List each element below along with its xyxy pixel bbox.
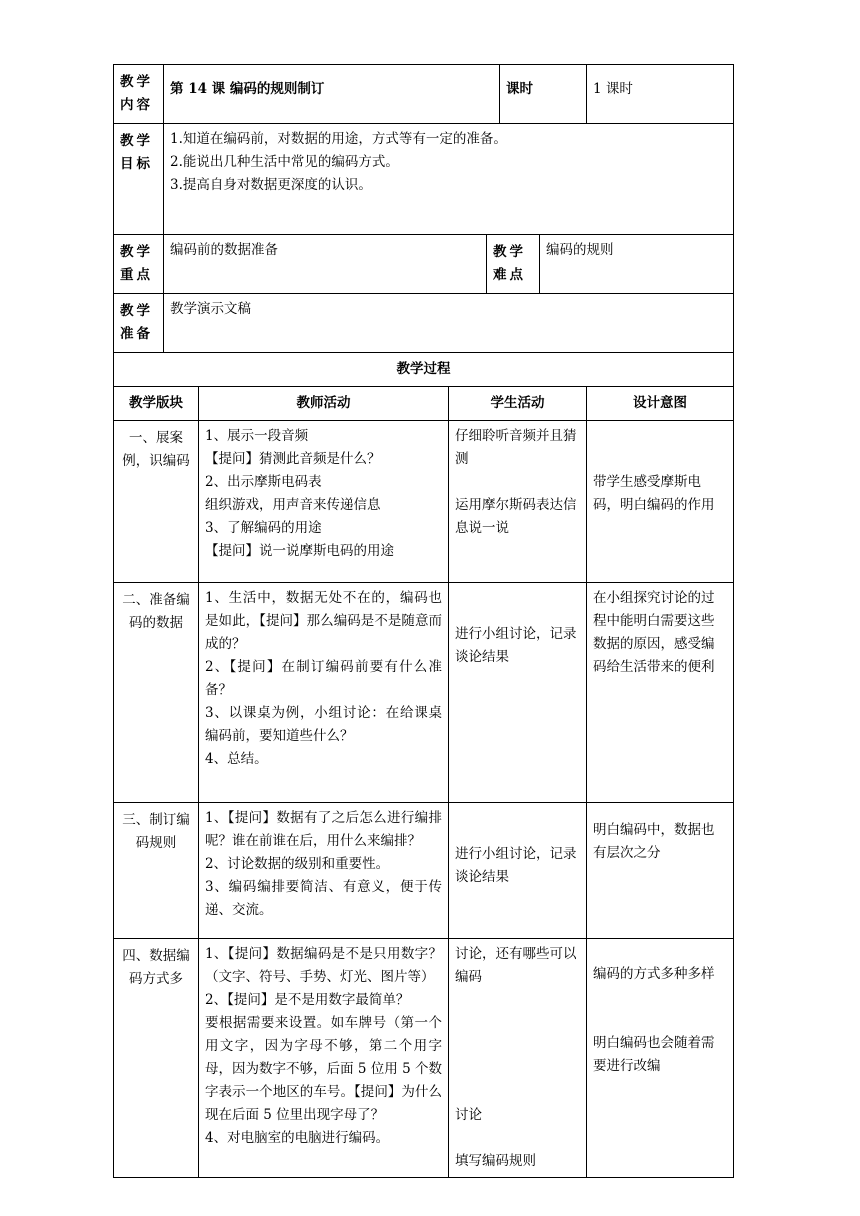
section-row — [114, 421, 734, 583]
teacher-line: 1、【提问】数据编码是不是只用数字？（文字、符号、手势、灯光、图片等） — [205, 946, 442, 985]
col-header-teacher: 教师活动 — [199, 387, 449, 421]
lesson-title: 第 14 课 编码的规则制订 — [164, 65, 500, 124]
process-title-row — [114, 353, 734, 387]
col-header-section: 教学版块 — [114, 387, 199, 421]
teacher-line: 3、编码编排要简洁、有意义，便于传递、交流。 — [205, 879, 442, 918]
section-name: 四、数据编码方式多 — [114, 939, 199, 1178]
design-intent: 在小组探究讨论的过程中能明白需要这些数据的原因，感受编码给生活带来的便利 — [587, 583, 734, 803]
process-header-row — [114, 387, 734, 421]
content-row — [114, 65, 734, 124]
col-header-intent: 设计意图 — [587, 387, 734, 421]
student-line: 进行小组讨论，记录谈论结果 — [455, 626, 577, 665]
period-label: 课时 — [500, 65, 587, 124]
teacher-line: 2、讨论数据的级别和重要性。 — [205, 856, 390, 872]
teacher-line: 4、总结。 — [205, 751, 268, 767]
goals-label: 教学目标 — [114, 124, 164, 235]
goal-item: 2.能说出几种生活中常见的编码方式。 — [170, 154, 399, 170]
teacher-activity — [199, 583, 449, 803]
intent-line: 编码的方式多种多样 — [593, 966, 715, 982]
prep-label: 教学准备 — [114, 294, 164, 353]
col-header-student: 学生活动 — [449, 387, 587, 421]
student-activity — [449, 583, 587, 803]
section-name: 三、制订编码规则 — [114, 803, 199, 939]
student-line: 讨论 — [455, 1107, 482, 1123]
teacher-activity — [199, 939, 449, 1178]
goal-item: 3.提高自身对数据更深度的认识。 — [170, 177, 372, 193]
teacher-line: 1、展示一段音频 — [205, 428, 309, 444]
teacher-line: 3、以课桌为例，小组讨论：在给课桌编码前，要知道些什么？ — [205, 705, 442, 744]
section-row — [114, 939, 734, 1178]
key-label: 教学重点 — [114, 235, 164, 294]
goals-row — [114, 124, 734, 235]
teacher-line: 组织游戏，用声音来传递信息 — [205, 497, 381, 513]
goals-list — [164, 124, 734, 235]
design-intent — [587, 939, 734, 1178]
lesson-plan-table — [113, 64, 734, 1178]
student-line: 进行小组讨论，记录谈论结果 — [455, 846, 577, 885]
teacher-line: 2、【提问】在制订编码前要有什么准备？ — [205, 659, 442, 698]
teacher-line: 2、【提问】是不是用数字最简单？ — [205, 992, 410, 1008]
section-name: 二、准备编码的数据 — [114, 583, 199, 803]
student-activity — [449, 421, 587, 583]
key-row — [114, 235, 734, 294]
process-title: 教学过程 — [114, 353, 734, 387]
design-intent: 明白编码中，数据也有层次之分 — [587, 803, 734, 939]
teacher-line: 1、【提问】数据有了之后怎么进行编排呢？谁在前谁在后，用什么来编排？ — [205, 810, 442, 849]
content-label: 教学内容 — [114, 65, 164, 124]
key-value: 编码前的数据准备 — [164, 235, 487, 294]
teacher-line: 1、生活中，数据无处不在的，编码也是如此，【提问】那么编码是不是随意而成的？ — [205, 590, 442, 652]
intent-line: 明白编码也会随着需要进行改编 — [593, 1035, 715, 1074]
student-activity — [449, 939, 587, 1178]
teacher-line: 4、对电脑室的电脑进行编码。 — [205, 1130, 390, 1146]
goal-item: 1.知道在编码前，对数据的用途，方式等有一定的准备。 — [170, 131, 507, 147]
prep-row — [114, 294, 734, 353]
teacher-line: 【提问】猜测此音频是什么？ — [205, 451, 381, 467]
period-value: 1 课时 — [587, 65, 734, 124]
prep-value: 教学演示文稿 — [164, 294, 734, 353]
student-line: 仔细聆听音频并且猜测 — [455, 428, 577, 467]
difficult-label: 教学难点 — [487, 235, 540, 294]
student-line: 讨论，还有哪些可以编码 — [455, 946, 577, 985]
design-intent: 带学生感受摩斯电码，明白编码的作用 — [587, 421, 734, 583]
difficult-value: 编码的规则 — [540, 235, 734, 294]
section-row — [114, 803, 734, 939]
teacher-line: 【提问】说一说摩斯电码的用途 — [205, 543, 394, 559]
student-activity — [449, 803, 587, 939]
lesson-plan-sheet — [113, 64, 733, 1178]
teacher-activity — [199, 421, 449, 583]
teacher-line: 2、出示摩斯电码表 — [205, 474, 322, 490]
section-name: 一、展案例，识编码 — [114, 421, 199, 583]
teacher-line: 3、了解编码的用途 — [205, 520, 322, 536]
student-line: 运用摩尔斯码表达信息说一说 — [455, 497, 577, 536]
teacher-line: 要根据需要来设置。如车牌号（第一个用文字，因为字母不够，第二个用字母，因为数字不够，后面 5 位用 5 个数字表示一个地区的车号。【提问】为什么现在后面 5 位里出现字母了？ — [205, 1015, 442, 1123]
student-line: 填写编码规则 — [455, 1153, 536, 1169]
section-row — [114, 583, 734, 803]
teacher-activity — [199, 803, 449, 939]
